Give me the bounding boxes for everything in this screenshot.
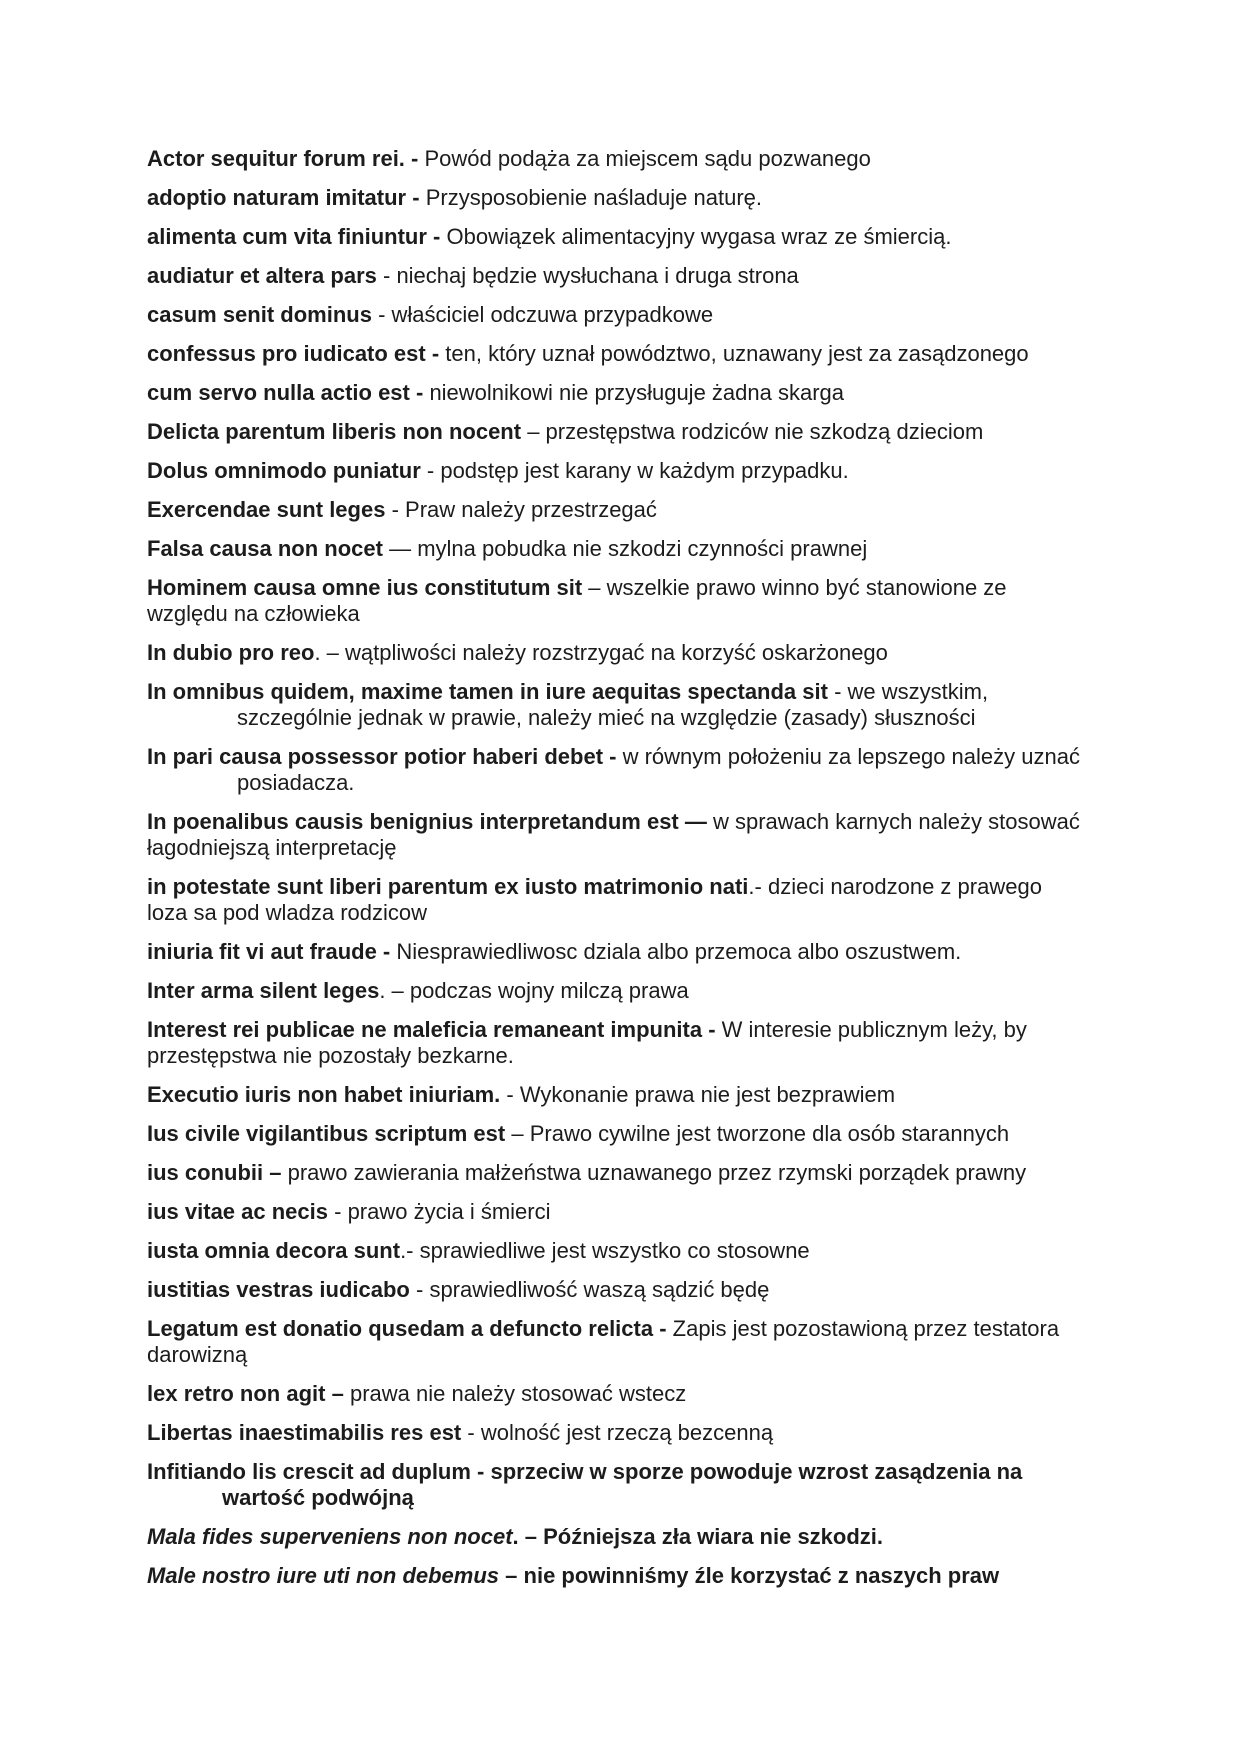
latin-term: Executio iuris non habet iniuriam. <box>147 1082 501 1107</box>
maxim-entry <box>147 536 1087 562</box>
maxim-entry <box>147 640 1087 666</box>
maxim-entry <box>147 1420 1087 1446</box>
separator: – <box>521 419 546 444</box>
polish-translation: Przysposobienie naśladuje naturę. <box>425 185 763 210</box>
polish-translation: podczas wojny milczą prawa <box>409 978 689 1003</box>
separator: - <box>426 224 447 249</box>
polish-translation: sprawiedliwe jest wszystko co stosowne <box>419 1238 810 1263</box>
maxim-entry <box>147 874 1087 926</box>
separator: .- <box>400 1238 420 1263</box>
polish-translation: wolność jest rzeczą bezcenną <box>480 1420 774 1445</box>
separator: — <box>382 536 418 561</box>
separator: - <box>376 939 397 964</box>
latin-term: Male nostro iure uti non debemus <box>147 1563 500 1588</box>
polish-translation: dzieci narodzone z prawego loza sa pod wladza rodzicow <box>147 874 1042 925</box>
maxim-entry <box>147 575 1087 627</box>
separator: – <box>499 1563 524 1588</box>
separator: – <box>325 1381 350 1406</box>
latin-term: Mala fides superveniens non nocet <box>147 1524 513 1549</box>
polish-translation: w równym położeniu za lepszego należy uznać posiadacza. <box>237 744 1080 795</box>
separator: - <box>603 744 623 769</box>
latin-term: Infitiando lis crescit ad duplum <box>147 1459 471 1484</box>
polish-translation: prawo życia i śmierci <box>347 1199 551 1224</box>
separator: — <box>678 809 713 834</box>
maxim-entry <box>147 1017 1087 1069</box>
maxim-entry <box>147 809 1087 861</box>
polish-translation: wątpliwości należy rozstrzygać na korzyść oskarżonego <box>345 640 888 665</box>
latin-term: Inter arma silent leges <box>147 978 380 1003</box>
maxim-entry <box>147 1082 1087 1108</box>
separator: - <box>406 185 426 210</box>
separator: - <box>470 1459 491 1484</box>
maxim-entry <box>147 458 1087 484</box>
separator: - <box>827 679 848 704</box>
latin-term: Dolus omnimodo puniatur <box>147 458 421 483</box>
separator: - <box>409 1277 430 1302</box>
latin-term: confessus pro iudicato est <box>147 341 426 366</box>
polish-translation: Późniejsza zła wiara nie szkodzi. <box>543 1524 884 1549</box>
maxim-entry <box>147 939 1087 965</box>
polish-translation: sprzeciw w sporze powoduje wzrost zasądzenia na wartość podwójną <box>222 1459 1023 1510</box>
latin-term: adoptio naturam imitatur <box>147 185 407 210</box>
polish-translation: prawa nie należy stosować wstecz <box>349 1381 687 1406</box>
maxim-entry <box>147 1238 1087 1264</box>
polish-translation: podstęp jest karany w każdym przypadku. <box>440 458 849 483</box>
separator: . – <box>379 978 410 1003</box>
polish-translation: Niesprawiedliwosc dziala albo przemoca albo oszustwem. <box>396 939 962 964</box>
polish-translation: prawo zawierania małżeństwa uznawanego przez rzymski porządek prawny <box>287 1160 1027 1185</box>
maxim-entry <box>147 380 1087 406</box>
maxim-entry <box>147 1316 1087 1368</box>
polish-translation: przestępstwa rodziców nie szkodzą dzieciom <box>545 419 984 444</box>
maxim-entry <box>147 1160 1087 1186</box>
latin-term: lex retro non agit <box>147 1381 326 1406</box>
latin-term: In pari causa possessor potior haberi debet <box>147 744 604 769</box>
separator: - <box>500 1082 520 1107</box>
latin-term: Actor sequitur forum rei. <box>147 146 405 171</box>
separator: - <box>376 263 397 288</box>
separator: - <box>328 1199 348 1224</box>
latin-term: Ius civile vigilantibus scriptum est <box>147 1121 506 1146</box>
maxim-entry <box>147 224 1087 250</box>
latin-term: cum servo nulla actio est <box>147 380 410 405</box>
polish-translation: niewolnikowi nie przysługuje żadna skarga <box>429 380 844 405</box>
latin-term: iniuria fit vi aut fraude <box>147 939 377 964</box>
maxim-entry <box>147 1121 1087 1147</box>
latin-term: iustitias vestras iudicabo <box>147 1277 410 1302</box>
polish-translation: sprawiedliwość waszą sądzić będę <box>429 1277 770 1302</box>
separator: - <box>371 302 392 327</box>
polish-translation: właściciel odczuwa przypadkowe <box>391 302 714 327</box>
maxim-entry <box>147 146 1087 172</box>
maxim-entry <box>147 978 1087 1004</box>
maxim-entry <box>147 263 1087 289</box>
polish-translation: Obowiązek alimentacyjny wygasa wraz ze śmiercią. <box>446 224 952 249</box>
latin-term: In poenalibus causis benignius interpretandum est <box>147 809 679 834</box>
separator: - <box>409 380 430 405</box>
polish-translation: wszelkie prawo winno być stanowione ze względu na człowieka <box>147 575 1007 626</box>
latin-term: Libertas inaestimabilis res est <box>147 1420 462 1445</box>
maxim-entry <box>147 302 1087 328</box>
document-page <box>147 146 1087 1602</box>
maxim-entry <box>147 1381 1087 1407</box>
separator: - <box>653 1316 673 1341</box>
maxim-entry <box>147 1277 1087 1303</box>
polish-translation: nie powinniśmy źle korzystać z naszych praw <box>523 1563 1000 1588</box>
maxim-entry <box>147 185 1087 211</box>
separator: - <box>420 458 441 483</box>
latin-term: alimenta cum vita finiuntur <box>147 224 427 249</box>
separator: - <box>385 497 406 522</box>
maxim-entry <box>147 744 1087 796</box>
separator: . – <box>314 640 346 665</box>
maxim-entry <box>147 1524 1087 1550</box>
maxim-entry <box>147 497 1087 523</box>
polish-translation: ten, który uznał powództwo, uznawany jest za zasądzonego <box>445 341 1029 366</box>
separator: - <box>404 146 425 171</box>
separator: – <box>582 575 607 600</box>
latin-term: Legatum est donatio qusedam a defuncto relicta <box>147 1316 654 1341</box>
maxim-entry <box>147 1459 1087 1511</box>
latin-term: ius conubii <box>147 1160 264 1185</box>
polish-translation: w sprawach karnych należy stosować łagodniejszą interpretację <box>147 809 1080 860</box>
maxim-entry <box>147 1563 1087 1589</box>
separator: - <box>425 341 446 366</box>
separator: - <box>461 1420 481 1445</box>
latin-term: Falsa causa non nocet <box>147 536 383 561</box>
separator: .- <box>748 874 768 899</box>
maxim-entry <box>147 679 1087 731</box>
latin-term: In omnibus quidem, maxime tamen in iure aequitas spectanda sit <box>147 679 828 704</box>
maxim-entry <box>147 341 1087 367</box>
latin-term: ius vitae ac necis <box>147 1199 328 1224</box>
polish-translation: Zapis jest pozostawioną przez testatora darowizną <box>147 1316 1060 1367</box>
maxim-entry <box>147 419 1087 445</box>
latin-term: Exercendae sunt leges <box>147 497 386 522</box>
polish-translation: W interesie publicznym leży, by przestępstwa nie pozostały bezkarne. <box>147 1017 1027 1068</box>
latin-term: in potestate sunt liberi parentum ex iusto matrimonio nati <box>147 874 749 899</box>
polish-translation: niechaj będzie wysłuchana i druga strona <box>396 263 799 288</box>
latin-term: In dubio pro reo <box>147 640 315 665</box>
polish-translation: Prawo cywilne jest tworzone dla osób starannych <box>529 1121 1010 1146</box>
polish-translation: Praw należy przestrzegać <box>405 497 657 522</box>
latin-term: iusta omnia decora sunt <box>147 1238 401 1263</box>
separator: . – <box>512 1524 544 1549</box>
latin-term: Interest rei publicae ne maleficia remaneant impunita <box>147 1017 703 1042</box>
separator: – <box>505 1121 530 1146</box>
maxim-entry <box>147 1199 1087 1225</box>
separator: – <box>263 1160 288 1185</box>
latin-term: Hominem causa omne ius constitutum sit <box>147 575 583 600</box>
polish-translation: Wykonanie prawa nie jest bezprawiem <box>519 1082 896 1107</box>
polish-translation: we wszystkim, szczególnie jednak w prawie, należy mieć na względzie (zasady) słuszności <box>237 679 989 730</box>
latin-term: audiatur et altera pars <box>147 263 377 288</box>
latin-term: casum senit dominus <box>147 302 372 327</box>
polish-translation: Powód podąża za miejscem sądu pozwanego <box>424 146 871 171</box>
polish-translation: mylna pobudka nie szkodzi czynności prawnej <box>417 536 868 561</box>
latin-term: Delicta parentum liberis non nocent <box>147 419 522 444</box>
separator: - <box>702 1017 722 1042</box>
